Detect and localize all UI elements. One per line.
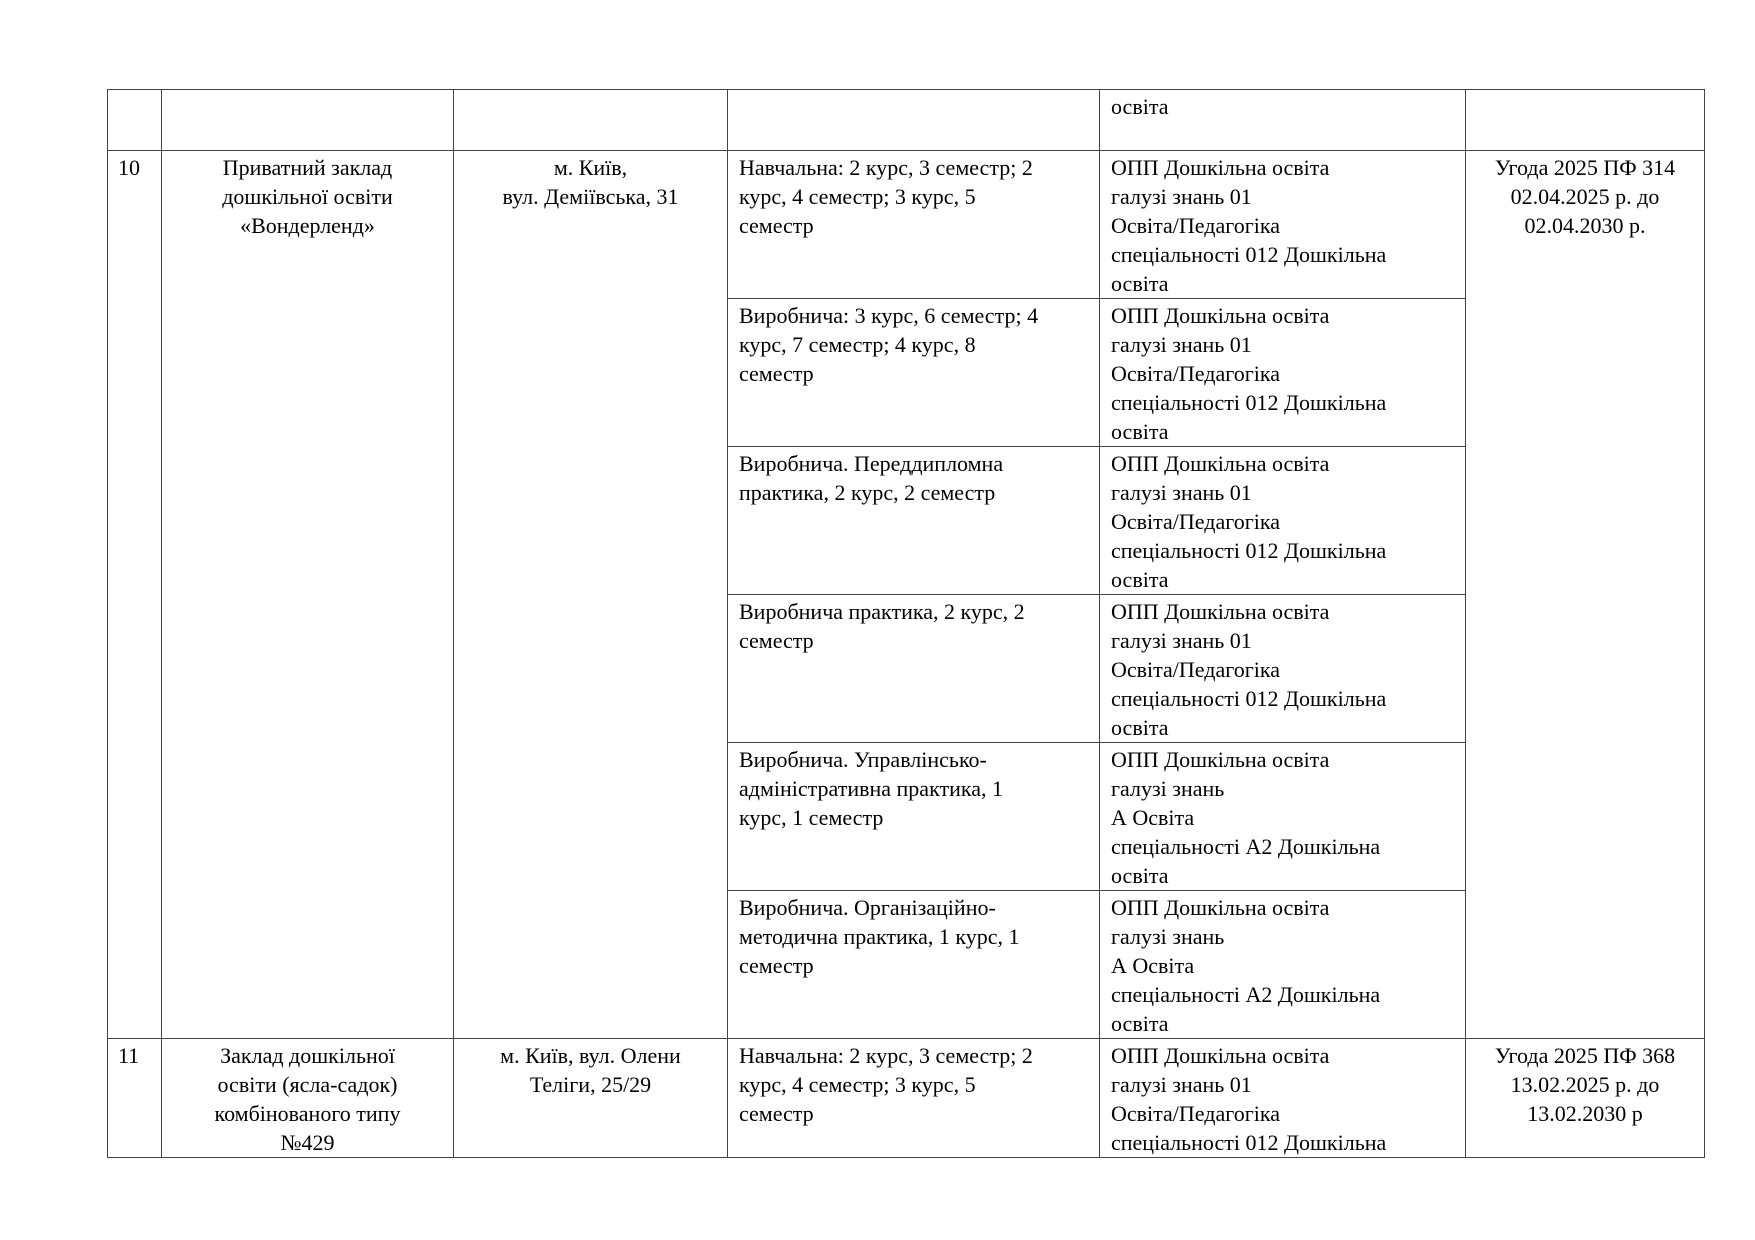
agreement-line: 13.02.2025 р. до	[1510, 1072, 1660, 1097]
practice-line: семестр	[739, 361, 814, 386]
practice-line: адміністративна практика, 1	[739, 776, 1003, 801]
cell-institution	[162, 90, 454, 151]
address-line: м. Київ,	[553, 155, 628, 180]
cell-practice-type	[728, 299, 1100, 447]
practice-line: Виробнича практика, 2 курс, 2	[739, 599, 1025, 624]
agreement-line: 13.02.2030 р	[1527, 1101, 1643, 1126]
cell-opp	[1100, 299, 1466, 447]
opp-line: освіта	[1111, 715, 1169, 740]
practice-line: семестр	[739, 628, 814, 653]
cell-practice-type	[728, 447, 1100, 595]
opp-line: спеціальності 012 Дошкільна	[1111, 390, 1387, 415]
practice-line: семестр	[739, 213, 814, 238]
opp-line: галузі знань 01	[1111, 1072, 1252, 1097]
opp-line: освіта	[1111, 1011, 1169, 1036]
opp-line: освіта	[1111, 567, 1169, 592]
opp-line: Освіта/Педагогіка	[1111, 509, 1280, 534]
opp-line: освіта	[1111, 94, 1169, 119]
cell-address	[454, 90, 728, 151]
opp-line: ОПП Дошкільна освіта	[1111, 1043, 1330, 1068]
opp-line: галузі знань 01	[1111, 332, 1252, 357]
cell-institution	[162, 1039, 454, 1158]
opp-line: ОПП Дошкільна освіта	[1111, 599, 1330, 624]
address-line: Теліги, 25/29	[529, 1072, 652, 1097]
cell-address	[454, 151, 728, 1039]
practice-line: Навчальна: 2 курс, 3 семестр; 2	[739, 155, 1033, 180]
opp-line: А Освіта	[1111, 953, 1195, 978]
practice-line: семестр	[739, 1101, 814, 1126]
practice-line: методична практика, 1 курс, 1	[739, 924, 1020, 949]
cell-opp	[1100, 891, 1466, 1039]
cell-practice-type	[728, 151, 1100, 299]
institution-line: №429	[280, 1130, 335, 1155]
opp-line: ОПП Дошкільна освіта	[1111, 451, 1330, 476]
opp-line: освіта	[1111, 419, 1169, 444]
opp-line: галузі знань 01	[1111, 628, 1252, 653]
practice-line: курс, 1 семестр	[739, 805, 884, 830]
agreement-line: Угода 2025 ПФ 314	[1494, 155, 1676, 180]
institution-line: дошкільної освіти	[222, 184, 393, 209]
cell-opp	[1100, 151, 1466, 299]
opp-line: спеціальності А2 Дошкільна	[1111, 834, 1381, 859]
opp-line: галузі знань 01	[1111, 184, 1252, 209]
opp-line: Освіта/Педагогіка	[1111, 1101, 1280, 1126]
table-row-continuation	[108, 90, 1705, 151]
cell-opp	[1100, 743, 1466, 891]
cell-opp	[1100, 595, 1466, 743]
opp-line: спеціальності 012 Дошкільна	[1111, 538, 1387, 563]
entry-number: 10	[118, 155, 140, 180]
address-line: вул. Деміївська, 31	[502, 184, 679, 209]
cell-agreement	[1466, 151, 1705, 1039]
institution-line: Заклад дошкільної	[220, 1043, 395, 1068]
agreement-line: Угода 2025 ПФ 368	[1494, 1043, 1676, 1068]
cell-agreement	[1466, 1039, 1705, 1158]
cell-agreement	[1466, 90, 1705, 151]
opp-line: Освіта/Педагогіка	[1111, 213, 1280, 238]
institution-line: «Вондерленд»	[240, 213, 375, 238]
table-row-entry-10	[108, 151, 1705, 299]
practice-line: практика, 2 курс, 2 семестр	[739, 480, 996, 505]
cell-number	[108, 1039, 162, 1158]
opp-line: спеціальності 012 Дошкільна	[1111, 1130, 1387, 1155]
cell-practice-type	[728, 743, 1100, 891]
opp-line: спеціальності А2 Дошкільна	[1111, 982, 1381, 1007]
cell-number	[108, 90, 162, 151]
cell-institution	[162, 151, 454, 1039]
opp-line: освіта	[1111, 271, 1169, 296]
opp-line: галузі знань	[1111, 776, 1225, 801]
practice-bases-table	[107, 89, 1705, 1158]
cell-number	[108, 151, 162, 1039]
practice-line: курс, 7 семестр; 4 курс, 8	[739, 332, 976, 357]
opp-line: А Освіта	[1111, 805, 1195, 830]
practice-line: Навчальна: 2 курс, 3 семестр; 2	[739, 1043, 1033, 1068]
entry-number: 11	[118, 1043, 140, 1068]
opp-line: Освіта/Педагогіка	[1111, 657, 1280, 682]
opp-line: спеціальності 012 Дошкільна	[1111, 686, 1387, 711]
practice-line: курс, 4 семестр; 3 курс, 5	[739, 1072, 976, 1097]
opp-line: освіта	[1111, 863, 1169, 888]
opp-line: галузі знань 01	[1111, 480, 1252, 505]
cell-practice-type	[728, 1039, 1100, 1158]
opp-line: ОПП Дошкільна освіта	[1111, 155, 1330, 180]
institution-line: комбінованого типу	[214, 1101, 401, 1126]
cell-opp	[1100, 1039, 1466, 1158]
cell-opp	[1100, 90, 1466, 151]
practice-line: курс, 4 семестр; 3 курс, 5	[739, 184, 976, 209]
cell-address	[454, 1039, 728, 1158]
practice-line: семестр	[739, 953, 814, 978]
table-row-entry-11	[108, 1039, 1705, 1158]
address-line: м. Київ, вул. Олени	[500, 1043, 681, 1068]
agreement-line: 02.04.2025 р. до	[1510, 184, 1660, 209]
practice-line: Виробнича. Переддипломна	[739, 451, 1004, 476]
practice-line: Виробнича. Організаційно-	[739, 895, 996, 920]
opp-line: спеціальності 012 Дошкільна	[1111, 242, 1387, 267]
opp-line: ОПП Дошкільна освіта	[1111, 747, 1330, 772]
cell-opp	[1100, 447, 1466, 595]
practice-line: Виробнича. Управлінсько-	[739, 747, 987, 772]
institution-line: Приватний заклад	[222, 155, 393, 180]
practice-line: Виробнича: 3 курс, 6 семестр; 4	[739, 303, 1039, 328]
agreement-line: 02.04.2030 р.	[1524, 213, 1646, 238]
institution-line: освіти (ясла-садок)	[217, 1072, 398, 1097]
opp-line: ОПП Дошкільна освіта	[1111, 303, 1330, 328]
opp-line: ОПП Дошкільна освіта	[1111, 895, 1330, 920]
opp-line: галузі знань	[1111, 924, 1225, 949]
cell-practice-type	[728, 90, 1100, 151]
cell-practice-type	[728, 891, 1100, 1039]
opp-line: Освіта/Педагогіка	[1111, 361, 1280, 386]
cell-practice-type	[728, 595, 1100, 743]
